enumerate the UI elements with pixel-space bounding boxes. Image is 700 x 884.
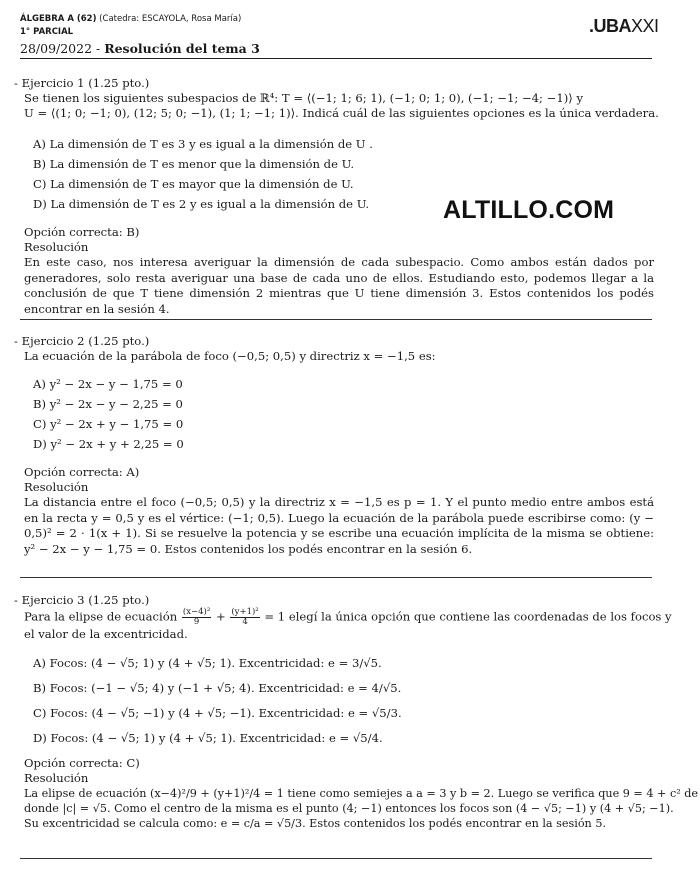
subject-chair: (Catedra: ESCAYOLA, Rosa María)	[96, 14, 242, 24]
exercise-heading: - Ejercicio 3 (1.25 pto.)	[14, 593, 150, 607]
plus-sign: +	[215, 609, 226, 624]
option-d: D) La dimensión de T es 2 y es igual a la dimensión de U.	[33, 197, 370, 211]
exercise-2	[14, 334, 654, 557]
header-divider	[20, 58, 652, 59]
option-b: B) Focos: (−1 − √5; 4) y (−1 + √5; 4). Excentricidad: e = 4/√5.	[33, 681, 402, 695]
resolution-text: Su excentricidad se calcula como: e = c/a = √5/3. Estos contenidos los podés encontrar en la sesión 5.	[24, 817, 606, 830]
subject-name: ÁLGEBRA A (62)	[20, 14, 97, 24]
resolution-label: Resolución	[24, 771, 89, 785]
exam-type: 1° PARCIAL	[20, 27, 74, 37]
option-b: B) La dimensión de T es menor que la dimensión de U.	[33, 157, 355, 171]
statement-text: Para la elipse de ecuación	[24, 609, 178, 624]
option-a: A) y² − 2x − y − 1,75 = 0	[33, 377, 183, 391]
section-divider	[20, 858, 652, 859]
option-c: C) y² − 2x + y − 1,75 = 0	[33, 417, 184, 431]
exercise-statement: el valor de la excentricidad.	[24, 627, 188, 641]
correct-option: Opción correcta: B)	[24, 225, 140, 239]
exercise-3	[14, 593, 699, 831]
resolution-text: La distancia entre el foco (−0,5; 0,5) y la directriz x = −1,5 es p = 1. Y el punto medio entre ambos está en la recta y = 0,5 y es el vértice: (−1; 0,5). Luego la ecuación de la parábola puede escribirse como: (y − 0,5)² = 2 · 1(x + 1). Si se resuelve la potencia y se escribe una ecuación implícita de la misma se obtiene: y² − 2x − y − 1,75 = 0. Estos contenidos los podés encontrar en la sesión 6.	[24, 495, 654, 556]
logo-bold-part: .UBA	[589, 16, 631, 36]
exercise-statement: U = ⟨(1; 0; −1; 0), (12; 5; 0; −1), (1; 1; −1; 1)⟩. Indicá cuál de las siguientes opciones es la única verdadera.	[24, 106, 659, 120]
option-d: D) Focos: (4 − √5; 1) y (4 + √5; 1). Excentricidad: e = √5/4.	[33, 731, 383, 745]
resolution-text: donde |c| = √5. Como el centro de la misma es el punto (4; −1) entonces los focos son (4 − √5; −1) y (4 + √5; −1).	[24, 802, 674, 815]
subject-line	[20, 14, 241, 24]
exercise-statement: La ecuación de la parábola de foco (−0,5; 0,5) y directriz x = −1,5 es:	[24, 349, 436, 363]
resolution-label: Resolución	[24, 240, 89, 254]
statement-text: = 1 elegí la única opción que contiene las coordenadas de los focos y	[264, 609, 672, 624]
watermark: ALTILLO.COM	[443, 196, 615, 224]
option-d: D) y² − 2x + y + 2,25 = 0	[33, 437, 184, 451]
fraction-numerator: (x−4)²	[182, 607, 211, 617]
resolution-text: En este caso, nos interesa averiguar la dimensión de cada subespacio. Como ambos están dados por generadores, solo resta averiguar una base de cada uno de ellos. Estudiando esto, podemos llegar a la conclusión de que T tiene dimensión 2 mientras que U tiene dimensión 3. Estos contenidos los podés encontrar en la sesión 4.	[24, 255, 654, 316]
fraction-y	[230, 608, 259, 627]
resolution-label: Resolución	[24, 480, 89, 494]
exam-date: 28/09/2022 -	[20, 41, 105, 56]
page-title: Resolución del tema 3	[104, 41, 260, 56]
section-divider	[20, 319, 652, 320]
option-c: C) Focos: (4 − √5; −1) y (4 + √5; −1). Excentricidad: e = √5/3.	[33, 706, 402, 720]
logo-light-part: XXI	[631, 16, 659, 36]
exercise-heading: - Ejercicio 2 (1.25 pto.)	[14, 334, 150, 348]
fraction-x	[182, 608, 211, 627]
option-a: A) Focos: (4 − √5; 1) y (4 + √5; 1). Excentricidad: e = 3/√5.	[33, 656, 382, 670]
option-b: B) y² − 2x − y − 2,25 = 0	[33, 397, 183, 411]
exercise-statement	[14, 607, 672, 627]
uba-xxi-logo	[589, 16, 659, 37]
correct-option: Opción correcta: A)	[24, 465, 140, 479]
exercise-statement: Se tienen los siguientes subespacios de ℝ⁴: T = ⟨(−1; 1; 6; 1), (−1; 0; 1; 0), (−1; −1; −4; −1)⟩ y	[24, 91, 584, 105]
date-title-line	[20, 41, 260, 56]
fraction-denominator: 4	[242, 617, 248, 627]
fraction-numerator: (y+1)²	[231, 607, 259, 617]
correct-option: Opción correcta: C)	[24, 756, 140, 770]
exercise-heading: - Ejercicio 1 (1.25 pto.)	[14, 76, 150, 90]
option-a: A) La dimensión de T es 3 y es igual a la dimensión de U .	[33, 137, 373, 151]
resolution-text: La elipse de ecuación (x−4)²/9 + (y+1)²/4 = 1 tiene como semiejes a a = 3 y b = 2. Luego se verifica que 9 = 4 + c² de	[24, 787, 699, 800]
option-c: C) La dimensión de T es mayor que la dimensión de U.	[33, 177, 354, 191]
section-divider	[20, 577, 652, 578]
fraction-denominator: 9	[193, 617, 200, 627]
exercise-1	[14, 76, 659, 317]
